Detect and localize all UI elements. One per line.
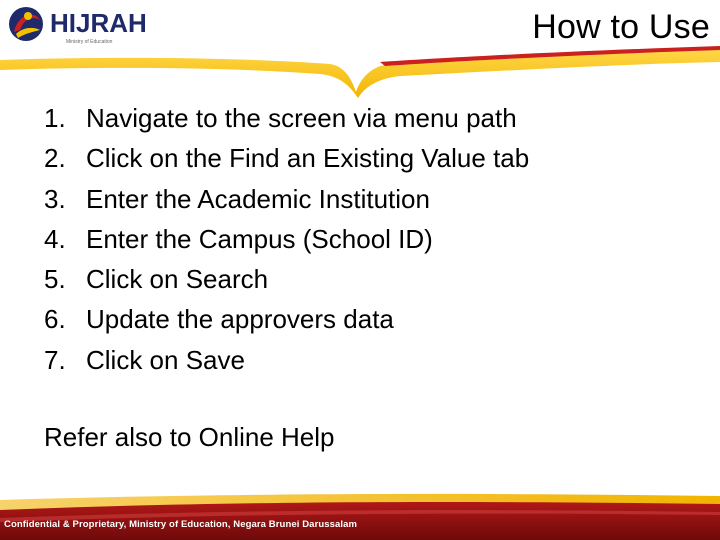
step-number: 7.: [44, 344, 66, 375]
hijrah-logo: [6, 4, 156, 48]
step-text: Click on Save: [86, 344, 245, 375]
list-item: [44, 340, 529, 380]
step-text: Enter the Campus (School ID): [86, 223, 433, 254]
list-item: [44, 219, 529, 259]
list-item: [44, 179, 529, 219]
step-number: 4.: [44, 223, 66, 254]
refer-online-help: Refer also to Online Help: [44, 422, 335, 452]
slide-title: How to Use: [532, 8, 710, 46]
logo-wordmark: HIJRAH: [50, 8, 147, 38]
list-item: [44, 138, 529, 178]
footer-confidential: Confidential & Proprietary, Ministry of Education, Negara Brunei Darussalam: [4, 519, 358, 530]
list-item: [44, 98, 529, 138]
list-item: [44, 299, 529, 339]
step-text: Update the approvers data: [86, 304, 394, 335]
step-number: 1.: [44, 103, 66, 133]
step-number: 3.: [44, 183, 66, 214]
footer-band: [0, 488, 720, 540]
step-text: Click on Search: [86, 264, 269, 295]
logo-tagline: Ministry of Education: [66, 39, 113, 45]
step-text: Enter the Academic Institution: [86, 183, 430, 214]
steps-list: [44, 98, 529, 380]
step-number: 5.: [44, 264, 66, 295]
step-text: Navigate to the screen via menu path: [86, 103, 517, 133]
list-item: [44, 259, 529, 299]
step-number: 2.: [44, 143, 66, 174]
step-number: 6.: [44, 304, 66, 335]
step-text: Click on the Find an Existing Value tab: [86, 143, 530, 174]
